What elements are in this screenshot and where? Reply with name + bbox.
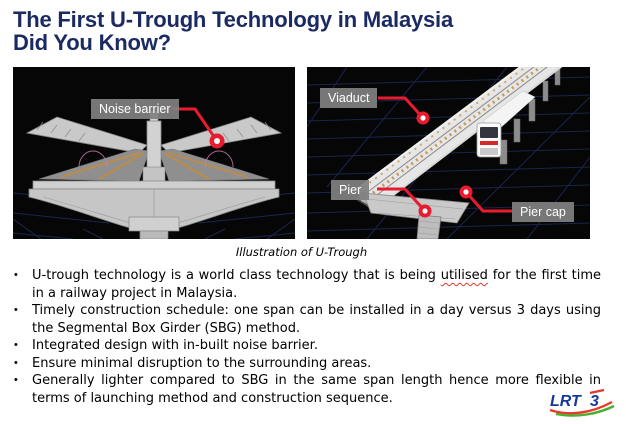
figures-row [13, 67, 626, 239]
figure-viaduct-perspective [307, 67, 590, 239]
list-item [12, 372, 601, 407]
bullet-marker: • [14, 374, 18, 386]
bullet-list [12, 267, 601, 407]
list-item [12, 337, 601, 355]
pier-structure [417, 215, 441, 239]
bullet-marker: • [14, 269, 18, 281]
bullet-text: U-trough technology is a world class technology that is being utilised for the first time in a railway project in Malaysia. [32, 268, 602, 301]
bullet-text: Ensure minimal disruption to the surrounding areas. [32, 355, 372, 371]
viaduct-label: Viaduct [320, 88, 377, 108]
slide-title-line1: The First U-Trough Technology in Malaysia [13, 7, 453, 32]
slide-title [0, 0, 626, 54]
bullet-text: Generally lighter compared to SBG in the same span length hence more flexible in terms of launching method and construction sequence. [32, 373, 601, 406]
bullet-marker: • [14, 304, 18, 316]
slide-title-line2: Did You Know? [13, 30, 171, 55]
list-item [12, 267, 601, 302]
pier-cap-label: Pier cap [512, 202, 574, 222]
bullet-marker: • [14, 339, 18, 351]
misspelled-word: utilised [440, 268, 488, 283]
list-item [12, 302, 601, 337]
lrt3-logo-graphic [546, 389, 616, 419]
logo-number: 3 [590, 393, 599, 410]
figure-caption: Illustration of U-Trough [235, 245, 368, 259]
noise-barrier-label: Noise barrier [91, 99, 179, 119]
bullet-text: Integrated design with in-built noise barrier. [32, 338, 318, 353]
figure-utrough-front [13, 67, 295, 239]
lrt3-logo [546, 389, 616, 419]
bullet-marker: • [14, 356, 18, 369]
logo-text: LRT [550, 393, 581, 410]
list-item [12, 355, 601, 373]
logo-red-accent [590, 390, 604, 393]
bullet-text: Timely construction schedule: one span can be installed in a day versus 3 days using the Segmental Box Girder (SBG) method. [32, 303, 601, 336]
utrough-front-illustration [13, 67, 295, 239]
pier-label: Pier [331, 180, 369, 200]
